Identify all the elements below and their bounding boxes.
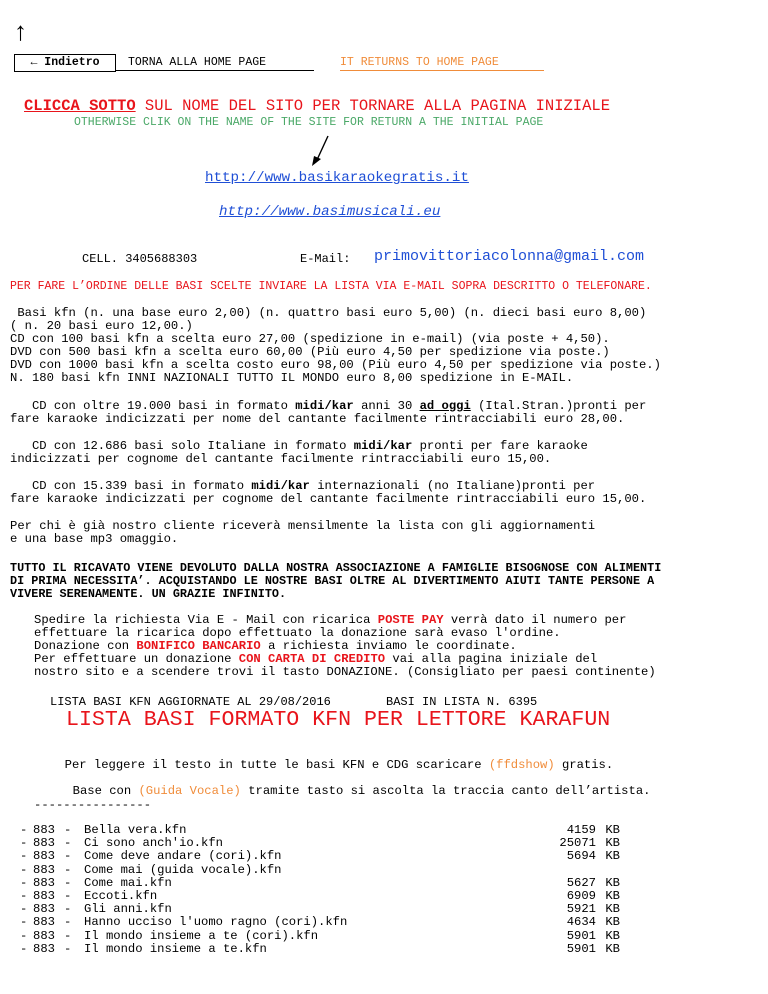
file-title: Il mondo insieme a te.kfn (84, 941, 267, 956)
cd2-format: midi/kar (353, 439, 413, 453)
charity-line: VIVERE SERENAMENTE. UN GRAZIE INFINITO. (10, 587, 287, 601)
file-size: 5901 (566, 928, 596, 943)
list-count: BASI IN LISTA N. 6395 (386, 695, 538, 709)
file-separator-dash: - (64, 862, 72, 877)
file-dash: - (20, 823, 28, 837)
client-note-line: Per chi è già nostro cliente riceverà mensilmente la lista con gli aggiornamenti (10, 519, 596, 533)
charity-line: DI PRIMA NECESSITA’. ACQUISTANDO LE NOSTRE BASI OLTRE AL DIVERTIMENTO AIUTI TANTE PERSONE A (10, 574, 655, 588)
cd-offer-15339 (10, 480, 646, 506)
file-dash: - (20, 928, 28, 943)
ffdshow-note (50, 744, 613, 772)
cd3-text-c: internazionali (no Italiane)pronti per (309, 479, 596, 493)
email-label: E-Mail: (300, 252, 351, 266)
cd1-text-c: anni 30 (353, 399, 420, 413)
file-title: Eccoti.kfn (84, 888, 158, 903)
file-size-unit: KB (605, 902, 620, 917)
file-separator-dash: - (64, 941, 72, 956)
file-title: Come mai (guida vocale).kfn (84, 862, 282, 877)
file-size-unit: KB (605, 875, 620, 890)
file-artist: 883 (33, 836, 55, 851)
bonifico-label: BONIFICO BANCARIO (136, 639, 261, 653)
file-dash: - (20, 875, 28, 890)
cd3-line2: fare karaoke indicizzati per cognome del cantante facilmente rintracciabili euro 15,00. (10, 492, 647, 506)
email-address[interactable]: primovittoriacolonna@gmail.com (374, 248, 645, 265)
file-separator-dash: - (64, 836, 72, 851)
separator: ---------------- (34, 798, 152, 812)
file-title: Gli anni.kfn (84, 902, 172, 917)
pay-l2: effettuare la ricarica dopo effettuato la donazione sarà evaso l'ordine. (34, 626, 561, 640)
site-link-1-text[interactable]: http://www.basikaraokegratis.it (205, 170, 469, 186)
cd3-text-a: CD con 15.339 basi in formato (10, 479, 252, 493)
file-artist: 883 (33, 849, 55, 864)
site-link-basikaraokegratis[interactable] (205, 170, 469, 186)
file-size-unit: KB (605, 888, 620, 903)
cd2-text-a: CD con 12.686 basi solo Italiane in formato (10, 439, 354, 453)
file-separator-dash: - (64, 915, 72, 930)
big-title: LISTA BASI FORMATO KFN PER LETTORE KARAFUN (66, 708, 611, 732)
file-title: Il mondo insieme a te (cori).kfn (84, 928, 319, 943)
price-line: Basi kfn (n. una base euro 2,00) (n. quattro basi euro 5,00) (n. dieci basi euro 8,00) (10, 306, 647, 320)
file-size-unit: KB (605, 823, 620, 837)
back-button[interactable]: ← Indietro (14, 54, 116, 72)
home-link-en[interactable]: IT RETURNS TO HOME PAGE (340, 56, 544, 71)
order-note: PER FARE L’ORDINE DELLE BASI SCELTE INVIARE LA LISTA VIA E-MAIL SOPRA DESCRITTO O TELEFONARE. (10, 280, 652, 293)
guide-a: Base con (72, 784, 139, 798)
file-artist: 883 (33, 862, 55, 877)
file-size-unit: KB (605, 941, 620, 956)
ffdshow-a: Per leggere il testo in tutte le basi KFN e CDG scaricare (64, 758, 489, 772)
list-item[interactable] (20, 877, 630, 890)
file-size: 6909 (566, 888, 596, 903)
file-dash: - (20, 862, 28, 877)
file-dash: - (20, 915, 28, 930)
cd-offer-19000 (10, 400, 646, 426)
price-line: DVD con 500 basi kfn a scelta euro 60,00 (Più euro 4,50 per spedizione via poste.) (10, 345, 610, 359)
price-list (10, 307, 661, 385)
file-artist: 883 (33, 941, 55, 956)
file-size-unit: KB (605, 915, 620, 930)
list-item[interactable] (20, 916, 630, 929)
home-link-it[interactable]: TORNA ALLA HOME PAGE (128, 56, 314, 71)
file-list (20, 824, 630, 956)
price-line: N. 180 basi kfn INNI NAZIONALI TUTTO IL MONDO euro 8,00 spedizione in E-MAIL. (10, 371, 574, 385)
file-size: 25071 (559, 836, 596, 851)
file-dash: - (20, 849, 28, 864)
file-size: 5901 (566, 941, 596, 956)
cd1-format: midi/kar (295, 399, 354, 413)
file-size-unit: KB (605, 928, 620, 943)
otherwise-note: OTHERWISE CLIK ON THE NAME OF THE SITE FOR RETURN A THE INITIAL PAGE (74, 116, 544, 129)
click-below-heading (24, 97, 610, 115)
cd1-ad-oggi: ad oggi (419, 399, 471, 413)
charity-line: TUTTO IL RICAVATO VIENE DEVOLUTO DALLA NOSTRA ASSOCIAZIONE A FAMIGLIE BISOGNOSE CON ALIMENTI (10, 561, 662, 575)
file-separator-dash: - (64, 888, 72, 903)
ffdshow-c: gratis. (554, 758, 614, 772)
file-size: 4634 (566, 915, 596, 930)
file-size: 5921 (566, 902, 596, 917)
list-item[interactable] (20, 850, 630, 863)
cd1-text-a: CD con oltre 19.000 basi in formato (10, 399, 296, 413)
file-size: 5694 (566, 849, 596, 864)
cd1-line2: fare karaoke indicizzati per nome del cantante facilmente rintracciabili euro 28,00. (10, 412, 625, 426)
file-title: Come mai.kfn (84, 875, 172, 890)
file-separator-dash: - (64, 823, 72, 837)
file-size-unit: KB (605, 849, 620, 864)
list-item[interactable] (20, 864, 630, 877)
file-size: 5627 (566, 875, 596, 890)
file-artist: 883 (33, 875, 55, 890)
cell-number: CELL. 3405688303 (82, 252, 198, 266)
file-title: Hanno ucciso l'uomo ragno (cori).kfn (84, 915, 348, 930)
cd-offer-12686 (10, 440, 588, 466)
pay-l1c: verrà dato il numero per (443, 613, 627, 627)
pay-l3c: a richiesta inviamo le coordinate. (260, 639, 517, 653)
carta-credito-label: CON CARTA DI CREDITO (238, 652, 386, 666)
file-separator-dash: - (64, 875, 72, 890)
pay-l4c: vai alla pagina iniziale del (385, 652, 598, 666)
site-link-2-text[interactable]: http://www.basimusicali.eu (219, 204, 441, 220)
file-artist: 883 (33, 823, 55, 837)
payment-info (34, 614, 656, 679)
up-arrow-icon[interactable]: ↑ (14, 16, 27, 46)
guide-vocale-label: (Guida Vocale) (138, 784, 241, 798)
file-separator-dash: - (64, 928, 72, 943)
click-below-strong: CLICCA SOTTO (24, 97, 136, 115)
cd2-line2: indicizzati per cognome del cantante facilmente rintracciabili euro 15,00. (10, 452, 552, 466)
file-dash: - (20, 941, 28, 956)
price-line: ( n. 20 basi euro 12,00.) (10, 319, 193, 333)
client-note-line: e una base mp3 omaggio. (10, 532, 179, 546)
nav-divider (116, 70, 128, 71)
file-separator-dash: - (64, 849, 72, 864)
pay-l4a: Per effettuare un donazione (34, 652, 239, 666)
pay-l3a: Donazione con (34, 639, 137, 653)
file-title: Ci sono anch'io.kfn (84, 836, 223, 851)
list-updated: LISTA BASI KFN AGGIORNATE AL 29/08/2016 (50, 695, 331, 709)
poste-pay-label: POSTE PAY (377, 613, 444, 627)
price-line: DVD con 1000 basi kfn a scelta costo euro 98,00 (Più euro 4,50 per spedizione via poste.) (10, 358, 661, 372)
cd2-text-c: pronti per fare karaoke (412, 439, 588, 453)
file-dash: - (20, 888, 28, 903)
site-link-basimusicali[interactable] (219, 204, 440, 220)
pay-l5: nostro sito e a scendere trovi il tasto DONAZIONE. (Consigliato per paesi continente) (34, 665, 656, 679)
file-title: Come deve andare (cori).kfn (84, 849, 282, 864)
list-item[interactable] (20, 930, 630, 943)
down-arrow-icon (308, 134, 332, 168)
file-dash: - (20, 836, 28, 851)
file-size: 4159 (566, 823, 596, 837)
client-note (10, 520, 595, 546)
price-line: CD con 100 basi kfn a scelta euro 27,00 (spedizione in e-mail) (via poste + 4,50). (10, 332, 610, 346)
file-size-unit: KB (605, 836, 620, 851)
file-title: Bella vera.kfn (84, 823, 187, 837)
click-below-rest: SUL NOME DEL SITO PER TORNARE ALLA PAGINA INIZIALE (135, 97, 611, 115)
file-separator-dash: - (64, 902, 72, 917)
pay-l1a: Spedire la richiesta Via E - Mail con ricarica (34, 613, 378, 627)
file-artist: 883 (33, 902, 55, 917)
charity-note (10, 562, 661, 601)
file-artist: 883 (33, 915, 55, 930)
file-artist: 883 (33, 928, 55, 943)
list-item[interactable] (20, 943, 630, 956)
cd3-format: midi/kar (251, 479, 310, 493)
file-artist: 883 (33, 888, 55, 903)
file-dash: - (20, 902, 28, 917)
ffdshow-link[interactable]: (ffdshow) (488, 758, 555, 772)
guide-note (58, 770, 650, 798)
cd1-text-e: (Ital.Stran.)pronti per (470, 399, 647, 413)
guide-c: tramite tasto si ascolta la traccia canto dell’artista. (240, 784, 651, 798)
